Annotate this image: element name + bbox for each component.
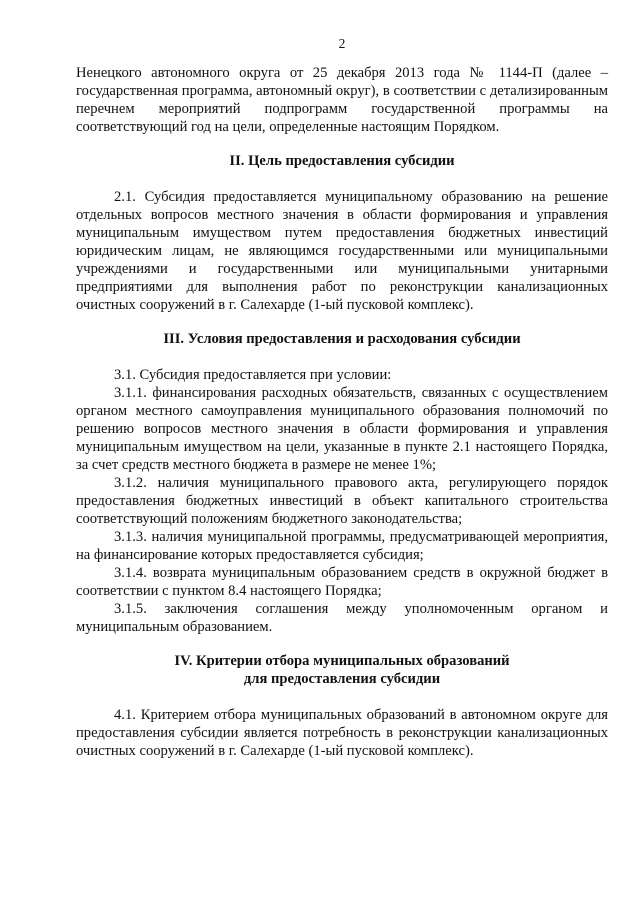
page-number: 2 (338, 36, 346, 51)
paragraph-3-1-5: 3.1.5. заключения соглашения между уполномоченным органом и муниципальным образованием. (76, 601, 608, 635)
section-3-heading: III. Условия предоставления и расходования субсидии (163, 331, 521, 347)
spacer (76, 636, 608, 652)
spacer (76, 314, 608, 330)
spacer (76, 136, 608, 152)
document-page (76, 36, 608, 760)
paragraph-3-1-3: 3.1.3. наличия муниципальной программы, предусматривающей мероприятия, на финансирование которых предоставляется субсидия; (76, 529, 608, 563)
paragraph-2-1: 2.1. Субсидия предоставляется муниципальному образованию на решение отдельных вопросов местного значения в области формирования и управления муниципальным имуществом путем предоставления бюджетных инвестиций юридическим лицам, не являющимся государственными или муниципальными учреждениями и государственными или муниципальными унитарными предприятиями для выполнения работ по реконструкции канализационных очистных сооружений в г. Салехарде (1-ый пусковой комплекс). (76, 189, 608, 313)
paragraph-3-1-1: 3.1.1. финансирования расходных обязательств, связанных с осуществлением органом местного самоуправления муниципального образования полномочий по решению вопросов местного значения в области формирования и управления муниципальным имуществом на цели, указанные в пункте 2.1 настоящего Порядка, за счет средств местного бюджета в размере не менее 1%; (76, 385, 608, 473)
section-4-heading-line-1: IV. Критерии отбора муниципальных образований (174, 653, 510, 669)
paragraph-4-1: 4.1. Критерием отбора муниципальных образований в автономном округе для предоставления субсидии является потребность в реконструкции канализационных очистных сооружений в г. Салехарде (1-ый пусковой комплекс). (76, 707, 608, 759)
paragraph-3-1: 3.1. Субсидия предоставляется при условии: (114, 367, 392, 383)
intro-paragraph: Ненецкого автономного округа от 25 декабря 2013 года № 1144-П (далее – государственная программа, автономный округ), в соответствии с детализированным перечнем мероприятий подпрограмм государственной программы на соответствующий год на цели, определенные настоящим Порядком. (76, 65, 608, 135)
section-4-heading-line-2: для предоставления субсидии (243, 671, 441, 687)
paragraph-3-1-2: 3.1.2. наличия муниципального правового акта, регулирующего порядок предоставления бюджетных инвестиций в объект капитального строительства соответствующий положениям бюджетного законодательства; (76, 475, 608, 527)
spacer (76, 688, 608, 706)
spacer (76, 348, 608, 366)
paragraph-3-1-4: 3.1.4. возврата муниципальным образованием средств в окружной бюджет в соответствии с пунктом 8.4 настоящего Порядка; (76, 565, 608, 599)
spacer (76, 170, 608, 188)
section-2-heading: II. Цель предоставления субсидии (229, 153, 455, 169)
